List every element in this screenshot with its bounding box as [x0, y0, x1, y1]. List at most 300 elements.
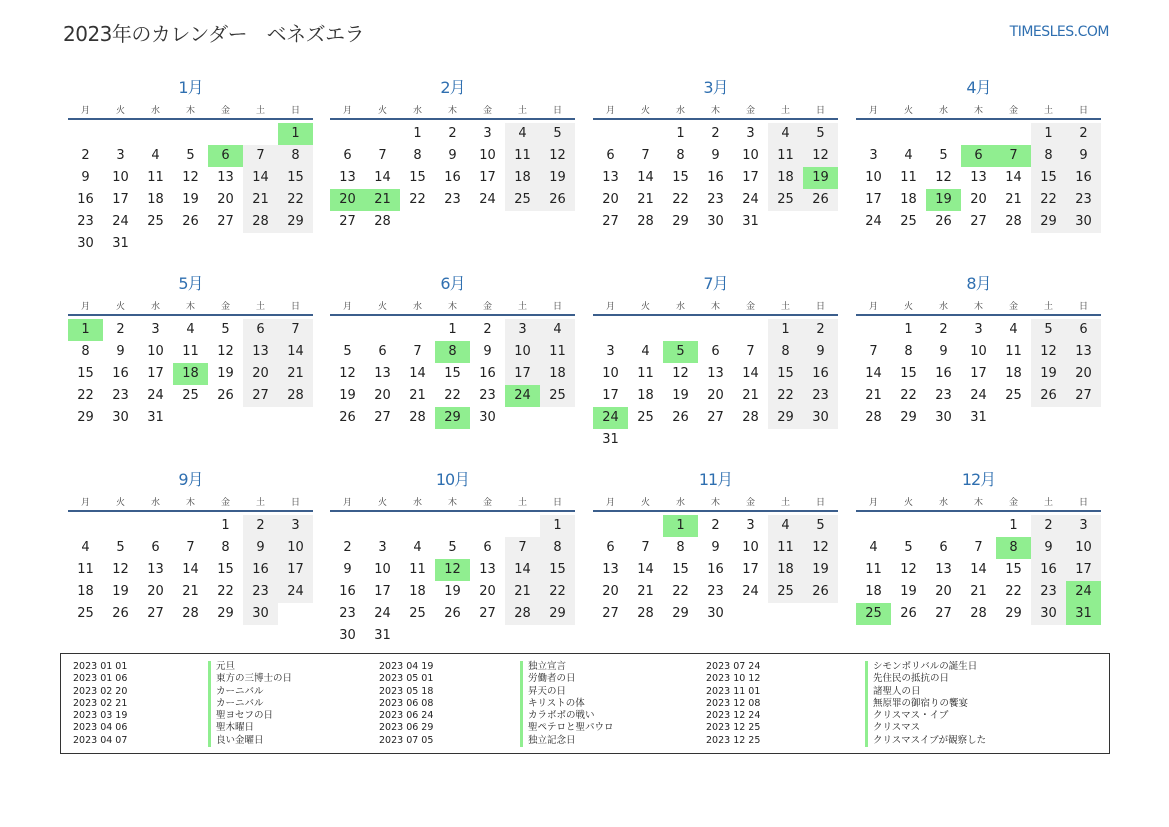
month-rule	[856, 510, 1101, 512]
day-cell: 24	[112, 214, 129, 229]
day-cell: 9	[711, 148, 720, 163]
day-cell: 9	[243, 537, 278, 559]
weekday-label: 日	[552, 106, 562, 116]
holiday-name: キリストの体	[528, 697, 585, 709]
day-cell: 18	[865, 584, 882, 599]
month-title: 6月	[440, 274, 465, 293]
holiday-name: 無原罪の御宿りの饗宴	[873, 697, 969, 709]
weekday-label: 火	[115, 106, 125, 116]
day-cell: 11	[409, 562, 426, 577]
day-cell: 8	[676, 540, 685, 555]
day-cell: 21	[1005, 192, 1022, 207]
day-cell: 18	[147, 192, 164, 207]
holiday-day-cell: 29	[435, 407, 470, 429]
weekday-label: 金	[220, 302, 230, 312]
day-cell: 26	[182, 214, 199, 229]
day-cell: 11	[505, 145, 540, 167]
day-cell: 4	[768, 515, 803, 537]
day-cell: 25	[147, 214, 164, 229]
weekday-label: 日	[290, 302, 300, 312]
day-cell: 5	[343, 344, 352, 359]
day-cell: 20	[935, 584, 952, 599]
holiday-name-column	[865, 661, 986, 747]
day-cell: 3	[746, 126, 755, 141]
weekday-label: 水	[938, 302, 948, 312]
day-cell: 29	[768, 407, 803, 429]
month-block	[330, 269, 575, 459]
weekday-label: 木	[185, 498, 195, 508]
day-cell: 21	[742, 388, 759, 403]
holiday-name: 独立記念日	[528, 734, 576, 746]
weekday-label: 木	[973, 498, 983, 508]
day-cell: 12	[339, 366, 356, 381]
day-cell: 29	[672, 214, 689, 229]
weekday-label: 月	[342, 302, 352, 312]
weekday-label: 金	[745, 302, 755, 312]
day-cell: 22	[409, 192, 426, 207]
weekday-label: 土	[780, 302, 790, 312]
holiday-date: 2023 05 01	[379, 673, 434, 685]
day-cell: 12	[112, 562, 129, 577]
weekday-label: 土	[1043, 498, 1053, 508]
day-cell: 3	[746, 518, 755, 533]
day-cell: 17	[278, 559, 313, 581]
month-block	[856, 465, 1101, 655]
holiday-day-cell: 24	[593, 407, 628, 429]
day-cell: 1	[540, 515, 575, 537]
day-cell: 3	[869, 148, 878, 163]
day-cell: 9	[803, 341, 838, 363]
day-cell: 23	[243, 581, 278, 603]
day-cell: 14	[637, 562, 654, 577]
day-cell: 9	[343, 562, 352, 577]
day-cell: 25	[182, 388, 199, 403]
day-cell: 14	[374, 170, 391, 185]
day-cell: 1	[676, 126, 685, 141]
day-cell: 27	[602, 606, 619, 621]
day-cell: 4	[1009, 322, 1018, 337]
holiday-date: 2023 03 19	[73, 710, 128, 722]
day-cell: 4	[641, 344, 650, 359]
day-cell: 3	[116, 148, 125, 163]
day-cell: 9	[1066, 145, 1101, 167]
day-cell: 13	[339, 170, 356, 185]
month-rule	[593, 118, 838, 120]
day-cell: 15	[1005, 562, 1022, 577]
holiday-day-cell: 8	[435, 341, 470, 363]
day-cell: 15	[217, 562, 234, 577]
holiday-day-cell: 1	[278, 123, 313, 145]
day-cell: 22	[1005, 584, 1022, 599]
holiday-day-cell: 8	[996, 537, 1031, 559]
weekday-label: 日	[815, 498, 825, 508]
day-cell: 11	[182, 344, 199, 359]
holiday-name: 労働者の日	[528, 673, 576, 685]
day-cell: 11	[1005, 344, 1022, 359]
weekday-label: 火	[377, 106, 387, 116]
day-cell: 5	[939, 148, 948, 163]
day-cell: 13	[479, 562, 496, 577]
day-cell: 26	[935, 214, 952, 229]
day-cell: 29	[540, 603, 575, 625]
day-cell: 10	[112, 170, 129, 185]
page-title: 2023年のカレンダー ベネズエラ	[63, 22, 365, 46]
weekday-label: 水	[412, 106, 422, 116]
day-cell: 19	[672, 388, 689, 403]
day-cell: 1	[768, 319, 803, 341]
day-cell: 12	[217, 344, 234, 359]
day-cell: 24	[970, 388, 987, 403]
month-block	[68, 269, 313, 459]
day-cell: 10	[602, 366, 619, 381]
day-cell: 9	[116, 344, 125, 359]
day-cell: 27	[602, 214, 619, 229]
day-cell: 31	[112, 236, 129, 251]
day-cell: 7	[413, 344, 422, 359]
day-cell: 11	[768, 537, 803, 559]
weekday-label: 水	[150, 106, 160, 116]
weekday-label: 水	[150, 302, 160, 312]
day-cell: 24	[479, 192, 496, 207]
day-cell: 11	[865, 562, 882, 577]
day-cell: 18	[900, 192, 917, 207]
day-cell: 17	[147, 366, 164, 381]
day-cell: 4	[869, 540, 878, 555]
month-block	[593, 73, 838, 263]
day-cell: 17	[112, 192, 129, 207]
day-cell: 23	[707, 192, 724, 207]
month-title: 12月	[961, 470, 996, 489]
month-block	[593, 465, 838, 655]
holiday-date: 2023 04 06	[73, 722, 128, 734]
day-cell: 25	[1005, 388, 1022, 403]
weekday-label: 土	[517, 302, 527, 312]
day-cell: 27	[217, 214, 234, 229]
day-cell: 12	[182, 170, 199, 185]
holiday-name: 諸聖人の日	[873, 685, 921, 697]
day-cell: 24	[278, 581, 313, 603]
day-cell: 2	[939, 322, 948, 337]
day-cell: 20	[243, 363, 278, 385]
holiday-day-cell: 7	[996, 145, 1031, 167]
day-cell: 22	[444, 388, 461, 403]
day-cell: 12	[803, 537, 838, 559]
holiday-day-cell: 24	[505, 385, 540, 407]
day-cell: 26	[540, 189, 575, 211]
weekday-label: 月	[342, 106, 352, 116]
day-cell: 21	[637, 192, 654, 207]
day-cell: 17	[1066, 559, 1101, 581]
day-cell: 20	[217, 192, 234, 207]
day-cell: 13	[707, 366, 724, 381]
weekday-label: 水	[938, 498, 948, 508]
weekday-label: 火	[640, 106, 650, 116]
day-cell: 5	[116, 540, 125, 555]
day-cell: 29	[217, 606, 234, 621]
holiday-list	[60, 653, 1110, 754]
weekday-label: 月	[868, 106, 878, 116]
day-cell: 26	[672, 410, 689, 425]
day-cell: 17	[602, 388, 619, 403]
day-cell: 28	[182, 606, 199, 621]
day-cell: 16	[707, 170, 724, 185]
day-cell: 1	[1009, 518, 1018, 533]
month-title: 3月	[703, 78, 728, 97]
day-cell: 21	[970, 584, 987, 599]
holiday-name: 昇天の日	[528, 685, 567, 697]
day-cell: 3	[278, 515, 313, 537]
day-cell: 14	[865, 366, 882, 381]
day-cell: 21	[865, 388, 882, 403]
day-cell: 5	[904, 540, 913, 555]
day-cell: 20	[707, 388, 724, 403]
day-cell: 20	[479, 584, 496, 599]
month-block	[856, 269, 1101, 459]
day-cell: 22	[672, 192, 689, 207]
holiday-name: 元旦	[216, 661, 236, 672]
day-cell: 2	[483, 322, 492, 337]
day-cell: 9	[483, 344, 492, 359]
weekday-label: 金	[482, 106, 492, 116]
weekday-label: 月	[80, 106, 90, 116]
day-cell: 31	[742, 214, 759, 229]
holiday-day-cell: 6	[208, 145, 243, 167]
day-cell: 8	[768, 341, 803, 363]
month-rule	[593, 314, 838, 316]
holiday-date: 2023 12 25	[706, 722, 761, 734]
day-cell: 5	[1031, 319, 1066, 341]
weekday-label: 土	[780, 498, 790, 508]
day-cell: 9	[1031, 537, 1066, 559]
weekday-label: 火	[377, 498, 387, 508]
day-cell: 30	[77, 236, 94, 251]
day-cell: 12	[803, 145, 838, 167]
day-cell: 22	[278, 189, 313, 211]
month-rule	[330, 510, 575, 512]
day-cell: 2	[711, 518, 720, 533]
day-cell: 18	[768, 167, 803, 189]
holiday-name: 聖木曜日	[216, 722, 255, 734]
day-cell: 25	[637, 410, 654, 425]
month-title: 7月	[703, 274, 728, 293]
day-cell: 20	[970, 192, 987, 207]
day-cell: 22	[77, 388, 94, 403]
weekday-label: 木	[973, 106, 983, 116]
day-cell: 10	[1066, 537, 1101, 559]
day-cell: 13	[970, 170, 987, 185]
day-cell: 10	[865, 170, 882, 185]
day-cell: 27	[147, 606, 164, 621]
day-cell: 10	[374, 562, 391, 577]
holiday-name: クリスマス	[873, 722, 921, 734]
day-cell: 22	[540, 581, 575, 603]
day-cell: 29	[1005, 606, 1022, 621]
day-cell: 15	[900, 366, 917, 381]
day-cell: 15	[672, 562, 689, 577]
day-cell: 5	[803, 515, 838, 537]
day-cell: 31	[970, 410, 987, 425]
day-cell: 27	[935, 606, 952, 621]
day-cell: 28	[970, 606, 987, 621]
day-cell: 26	[900, 606, 917, 621]
month-title: 8月	[966, 274, 991, 293]
weekday-label: 水	[938, 106, 948, 116]
day-cell: 16	[444, 170, 461, 185]
weekday-label: 木	[447, 498, 457, 508]
weekday-label: 木	[710, 106, 720, 116]
day-cell: 4	[904, 148, 913, 163]
month-rule	[330, 118, 575, 120]
day-cell: 12	[900, 562, 917, 577]
day-cell: 22	[900, 388, 917, 403]
month-title: 10月	[435, 470, 470, 489]
holiday-date: 2023 12 24	[706, 710, 761, 722]
weekday-label: 日	[1078, 498, 1088, 508]
weekday-label: 日	[815, 302, 825, 312]
day-cell: 1	[1031, 123, 1066, 145]
day-cell: 24	[742, 584, 759, 599]
month-block	[856, 73, 1101, 263]
weekday-label: 木	[447, 302, 457, 312]
day-cell: 8	[1031, 145, 1066, 167]
holiday-date: 2023 02 21	[73, 697, 128, 709]
day-cell: 24	[865, 214, 882, 229]
day-cell: 20	[147, 584, 164, 599]
day-cell: 27	[339, 214, 356, 229]
day-cell: 18	[637, 388, 654, 403]
day-cell: 2	[1031, 515, 1066, 537]
holiday-date: 2023 01 01	[73, 661, 128, 672]
day-cell: 14	[742, 366, 759, 381]
day-cell: 24	[374, 606, 391, 621]
day-cell: 20	[374, 388, 391, 403]
day-cell: 16	[1066, 167, 1101, 189]
day-cell: 1	[904, 322, 913, 337]
day-cell: 14	[1005, 170, 1022, 185]
month-rule	[68, 510, 313, 512]
day-cell: 5	[221, 322, 230, 337]
day-cell: 20	[1066, 363, 1101, 385]
day-cell: 11	[768, 145, 803, 167]
month-title: 5月	[178, 274, 203, 293]
day-cell: 1	[448, 322, 457, 337]
day-cell: 8	[540, 537, 575, 559]
day-cell: 16	[479, 366, 496, 381]
day-cell: 23	[444, 192, 461, 207]
holiday-name: 聖ペテロと聖パウロ	[528, 722, 614, 734]
day-cell: 6	[378, 344, 387, 359]
day-cell: 29	[672, 606, 689, 621]
day-cell: 10	[505, 341, 540, 363]
holiday-date: 2023 04 19	[379, 661, 434, 672]
day-cell: 7	[278, 319, 313, 341]
holiday-name-column	[520, 661, 614, 747]
day-cell: 5	[540, 123, 575, 145]
day-cell: 25	[900, 214, 917, 229]
holiday-date-column	[73, 661, 127, 747]
day-cell: 25	[768, 189, 803, 211]
holiday-name: クリスマスイブが観察した	[873, 734, 987, 746]
month-block	[68, 465, 313, 655]
weekday-label: 日	[552, 498, 562, 508]
day-cell: 24	[742, 192, 759, 207]
month-title: 11月	[698, 470, 733, 489]
day-cell: 28	[742, 410, 759, 425]
day-cell: 27	[243, 385, 278, 407]
holiday-date: 2023 01 06	[73, 673, 128, 685]
holiday-date: 2023 11 01	[706, 685, 761, 697]
weekday-label: 月	[605, 106, 615, 116]
day-cell: 27	[970, 214, 987, 229]
day-cell: 11	[77, 562, 94, 577]
holiday-date: 2023 12 08	[706, 697, 761, 709]
day-cell: 7	[869, 344, 878, 359]
day-cell: 15	[768, 363, 803, 385]
day-cell: 25	[768, 581, 803, 603]
day-cell: 2	[81, 148, 90, 163]
day-cell: 10	[479, 148, 496, 163]
day-cell: 27	[707, 410, 724, 425]
day-cell: 23	[707, 584, 724, 599]
holiday-name: 独立宣言	[528, 661, 567, 672]
weekday-label: 金	[1008, 498, 1018, 508]
weekday-label: 木	[185, 302, 195, 312]
holiday-name-column	[208, 661, 292, 747]
day-cell: 2	[448, 126, 457, 141]
day-cell: 25	[505, 189, 540, 211]
weekday-label: 木	[447, 106, 457, 116]
day-cell: 16	[339, 584, 356, 599]
day-cell: 28	[278, 385, 313, 407]
day-cell: 26	[1031, 385, 1066, 407]
day-cell: 11	[637, 366, 654, 381]
day-cell: 8	[413, 148, 422, 163]
day-cell: 23	[803, 385, 838, 407]
day-cell: 19	[444, 584, 461, 599]
day-cell: 15	[540, 559, 575, 581]
day-cell: 20	[602, 584, 619, 599]
day-cell: 4	[81, 540, 90, 555]
day-cell: 12	[935, 170, 952, 185]
day-cell: 28	[243, 211, 278, 233]
day-cell: 24	[147, 388, 164, 403]
day-cell: 30	[112, 410, 129, 425]
day-cell: 17	[865, 192, 882, 207]
weekday-label: 水	[150, 498, 160, 508]
day-cell: 13	[217, 170, 234, 185]
holiday-day-cell: 25	[856, 603, 891, 625]
day-cell: 18	[505, 167, 540, 189]
brand-link[interactable]: TIMESLES.COM	[1009, 24, 1109, 40]
day-cell: 4	[768, 123, 803, 145]
day-cell: 21	[182, 584, 199, 599]
day-cell: 28	[865, 410, 882, 425]
day-cell: 30	[243, 603, 278, 625]
day-cell: 30	[1031, 603, 1066, 625]
day-cell: 2	[343, 540, 352, 555]
day-cell: 1	[221, 518, 230, 533]
day-cell: 26	[112, 606, 129, 621]
day-cell: 23	[77, 214, 94, 229]
weekday-label: 土	[780, 106, 790, 116]
day-cell: 28	[505, 603, 540, 625]
day-cell: 22	[1031, 189, 1066, 211]
weekday-label: 金	[482, 498, 492, 508]
day-cell: 8	[278, 145, 313, 167]
day-cell: 23	[1031, 581, 1066, 603]
day-cell: 18	[768, 559, 803, 581]
day-cell: 9	[448, 148, 457, 163]
